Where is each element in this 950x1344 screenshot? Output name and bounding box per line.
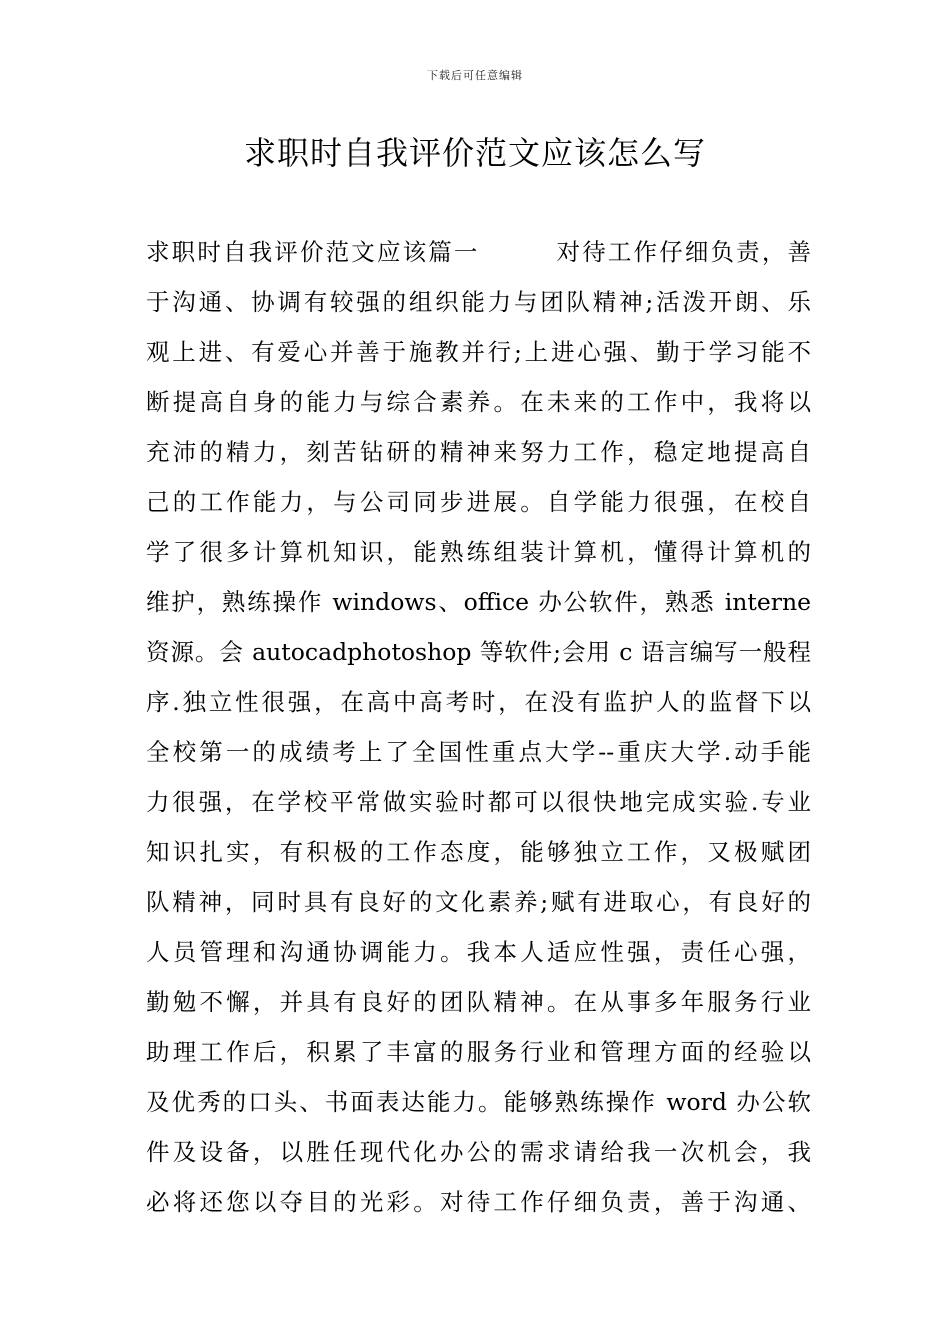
body-line: 全校第一的成绩考上了全国性重点大学--重庆大学.动手能 <box>146 738 811 766</box>
body-line: 维护，熟练操作 windows、office 办公软件，熟悉 interne <box>146 588 811 616</box>
body-line: 己的工作能力，与公司同步进展。自学能力很强，在校自 <box>146 488 811 516</box>
body-line: 件及设备，以胜任现代化办公的需求请给我一次机会，我 <box>146 1138 811 1166</box>
body-line: 知识扎实，有积极的工作态度，能够独立工作，又极赋团 <box>146 838 811 866</box>
body-line: 助理工作后，积累了丰富的服务行业和管理方面的经验以 <box>146 1038 811 1066</box>
body-line: 必将还您以夺目的光彩。对待工作仔细负责，善于沟通、 <box>146 1188 811 1216</box>
body-line: 队精神，同时具有良好的文化素养;赋有进取心，有良好的 <box>146 888 811 916</box>
document-title: 求职时自我评价范文应该怎么写 <box>243 134 706 172</box>
body-line: 及优秀的口头、书面表达能力。能够熟练操作 word 办公软 <box>146 1088 811 1116</box>
body-line: 资源。会 autocadphotoshop 等软件;会用 c 语言编写一般程 <box>146 638 811 666</box>
body-line: 断提高自身的能力与综合素养。在未来的工作中，我将以 <box>146 388 811 416</box>
body-line: 序.独立性很强，在高中高考时，在没有监护人的监督下以 <box>146 688 811 716</box>
document-body <box>146 227 811 1227</box>
body-line: 充沛的精力，刻苦钻研的精神来努力工作，稳定地提高自 <box>146 438 811 466</box>
body-line: 观上进、有爱心并善于施教并行;上进心强、勤于学习能不 <box>146 338 811 366</box>
body-line: 求职时自我评价范文应该篇一 对待工作仔细负责，善 <box>146 238 811 266</box>
body-line: 勤勉不懈，并具有良好的团队精神。在从事多年服务行业 <box>146 988 811 1016</box>
body-line: 人员管理和沟通协调能力。我本人适应性强，责任心强， <box>146 938 811 966</box>
header-note: 下载后可任意编辑 <box>427 69 523 82</box>
body-line: 力很强，在学校平常做实验时都可以很快地完成实验.专业 <box>146 788 811 816</box>
body-line: 于沟通、协调有较强的组织能力与团队精神;活泼开朗、乐 <box>146 288 811 316</box>
body-line: 学了很多计算机知识，能熟练组装计算机，懂得计算机的 <box>146 538 811 566</box>
